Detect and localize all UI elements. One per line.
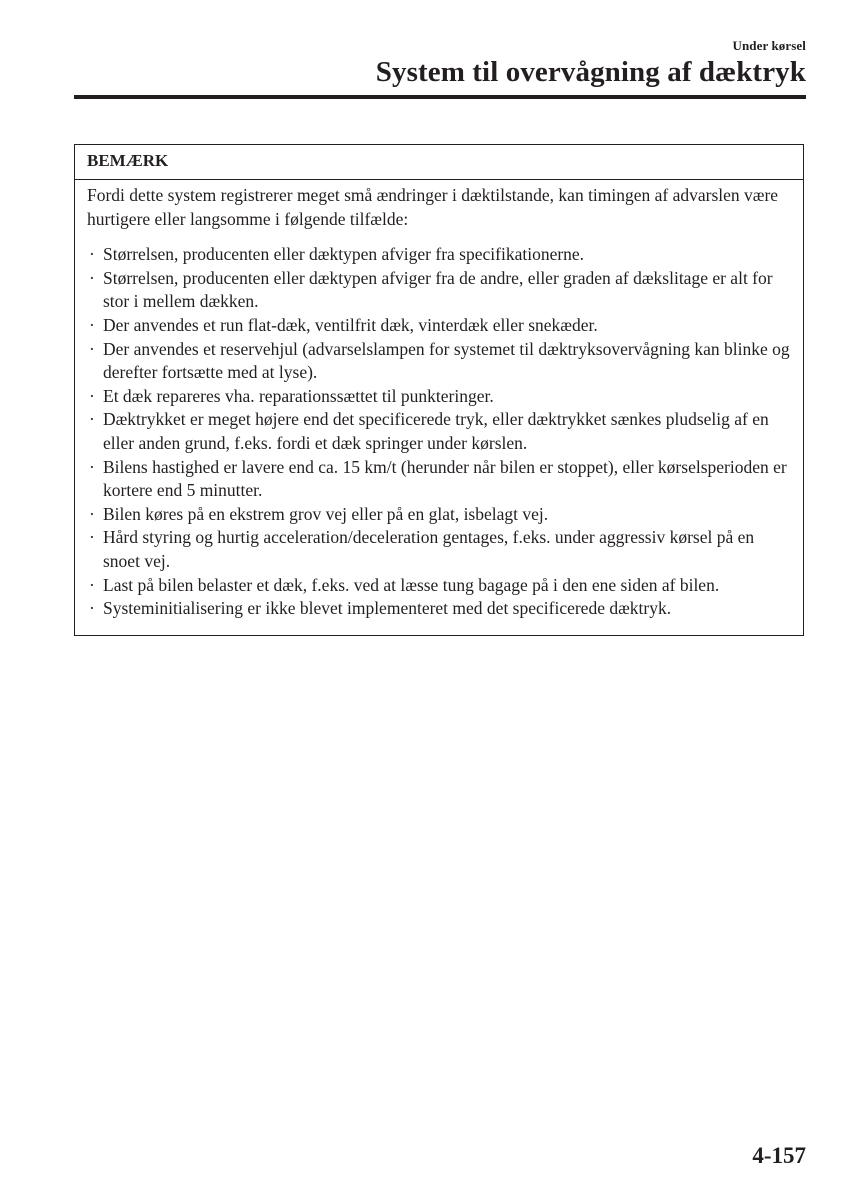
list-item [87, 574, 791, 598]
page-number: 4-157 [752, 1143, 806, 1168]
bullet-icon: · [89, 503, 95, 524]
list-item-text: Størrelsen, producenten eller dæktypen afviger fra specifikationerne. [103, 244, 585, 265]
bullet-icon: · [89, 314, 95, 335]
list-item [87, 456, 791, 503]
note-intro: Fordi dette system registrerer meget små ændringer i dæktilstande, kan timingen af advarslen være hurtigere eller langsomme i følgende tilfælde: [87, 185, 779, 229]
bullet-icon: · [89, 574, 95, 595]
bullet-icon: · [89, 456, 95, 477]
list-item-text: Der anvendes et run flat-dæk, ventilfrit dæk, vinterdæk eller snekæder. [103, 314, 598, 335]
list-item [87, 314, 791, 338]
list-item [87, 338, 791, 385]
list-item [87, 526, 791, 573]
list-item-text: Et dæk repareres vha. reparationssættet til punkteringer. [103, 385, 494, 406]
list-item [87, 503, 791, 527]
list-item [87, 597, 791, 621]
bullet-icon: · [89, 409, 95, 430]
bullet-icon: · [89, 244, 95, 265]
list-item-text: Systeminitialisering er ikke blevet implementeret med det specificerede dæktryk. [103, 598, 672, 619]
list-item-text: Bilens hastighed er lavere end ca. 15 km/t (herunder når bilen er stoppet), eller kørselsperioden er kortere end 5 minutter. [103, 456, 787, 501]
bullet-icon: · [89, 385, 95, 406]
list-item [87, 408, 791, 455]
list-item-text: Hård styring og hurtig acceleration/deceleration gentages, f.eks. under aggressiv kørsel på en snoet vej. [103, 527, 755, 571]
bullet-icon: · [89, 338, 95, 359]
list-item [87, 385, 791, 409]
list-item-text: Last på bilen belaster et dæk, f.eks. ved at læsse tung bagage på i den ene siden af bilen. [103, 574, 720, 595]
list-item [87, 243, 791, 267]
bullet-icon: · [89, 267, 95, 288]
note-body [75, 180, 803, 635]
note-heading: BEMÆRK [75, 145, 803, 180]
list-item-text: Bilen køres på en ekstrem grov vej eller på en glat, isbelagt vej. [103, 503, 549, 524]
note-list [87, 243, 791, 621]
list-item-text: Dæktrykket er meget højere end det specificerede tryk, eller dæktrykket sænkes pludselig af en eller anden grund, f.eks. fordi et dæk springer under kørslen. [103, 409, 769, 453]
note-box [74, 144, 804, 636]
header-divider [74, 95, 806, 99]
page-title: System til overvågning af dæktryk [375, 56, 806, 88]
section-label: Under kørsel [732, 38, 806, 53]
list-item-text: Der anvendes et reservehjul (advarselslampen for systemet til dæktryksovervågning kan blinke og derefter fortsætte med at lyse). [103, 338, 790, 383]
list-item [87, 267, 791, 314]
list-item-text: Størrelsen, producenten eller dæktypen afviger fra de andre, eller graden af dækslitage er alt for stor i mellem dækken. [103, 267, 773, 312]
bullet-icon: · [89, 527, 95, 548]
bullet-icon: · [89, 598, 95, 619]
